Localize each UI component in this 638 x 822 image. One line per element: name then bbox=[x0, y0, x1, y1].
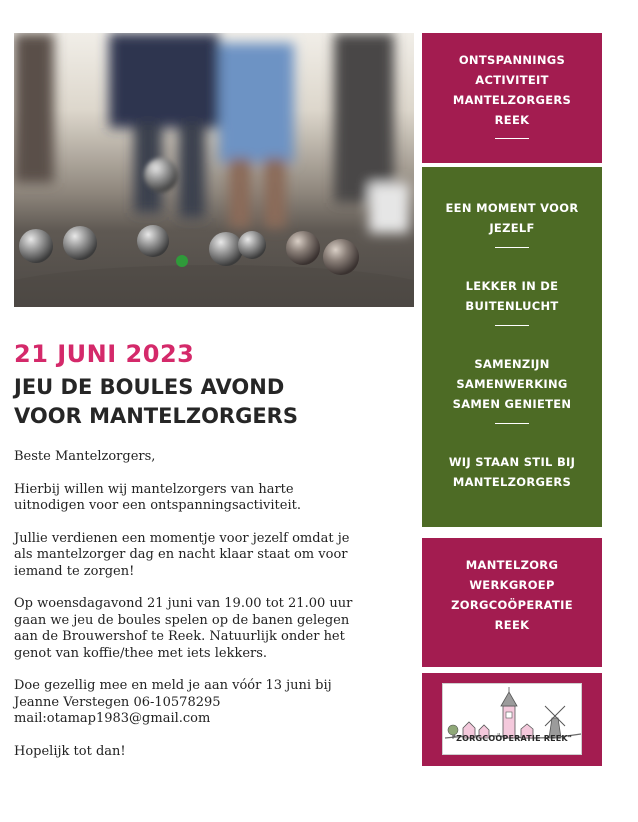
value-line: BUITENLUCHT bbox=[465, 299, 559, 313]
divider bbox=[495, 423, 529, 424]
closing: Hopelijk tot dan! bbox=[14, 743, 126, 759]
sidebar-values-block bbox=[422, 167, 602, 527]
contact-phone: Jeanne Verstegen 06-10578295 bbox=[14, 694, 221, 710]
event-date: 21 JUNI 2023 bbox=[14, 340, 195, 368]
value-line: MANTELZORGERS bbox=[452, 475, 572, 489]
value-line: SAMENWERKING bbox=[456, 377, 568, 391]
boules-photo-illustration bbox=[14, 33, 414, 307]
boules-photo bbox=[14, 33, 414, 307]
value-item bbox=[422, 276, 602, 316]
sidebar-organizer-block bbox=[422, 538, 602, 667]
paragraph-line: genot van koffie/thee met iets lekkers. bbox=[14, 645, 268, 661]
sidebar-line: MANTELZORGERS bbox=[452, 93, 572, 107]
sidebar-line: REEK bbox=[494, 113, 530, 127]
sidebar-line: ACTIVITEIT bbox=[475, 73, 549, 87]
greeting: Beste Mantelzorgers, bbox=[14, 449, 156, 464]
organizer-line: WERKGROEP bbox=[469, 578, 555, 592]
paragraph-line: als mantelzorger dag en nacht klaar staat om voor bbox=[14, 547, 348, 562]
invitation-letter bbox=[14, 449, 409, 776]
sidebar-line: ONTSPANNINGS bbox=[458, 53, 566, 67]
value-item bbox=[422, 354, 602, 414]
divider bbox=[495, 247, 529, 248]
headline-line: VOOR MANTELZORGERS bbox=[14, 404, 298, 428]
value-line: JEZELF bbox=[489, 221, 535, 235]
paragraph-line: Doe gezellig mee en meld je aan vóór 13 juni bij bbox=[14, 678, 332, 693]
paragraph-signup bbox=[14, 678, 409, 728]
paragraph-line: gaan we jeu de boules spelen op de banen gelegen bbox=[14, 612, 350, 628]
zorgcooperatie-logo bbox=[442, 683, 582, 755]
paragraph-line: Hierbij willen wij mantelzorgers van harte bbox=[14, 481, 294, 497]
value-line: WIJ STAAN STIL BIJ bbox=[448, 455, 576, 469]
sidebar-logo-block bbox=[422, 673, 602, 766]
paragraph-line: aan de Brouwershof te Reek. Natuurlijk onder het bbox=[14, 629, 345, 644]
paragraph-line: uitnodigen voor een ontspanningsactiviteit. bbox=[14, 498, 301, 513]
event-headline bbox=[14, 373, 298, 431]
paragraph-line: Op woensdagavond 21 juni van 19.00 tot 21.00 uur bbox=[14, 596, 353, 611]
organizer-line: REEK bbox=[494, 618, 530, 632]
sidebar-activity-block bbox=[422, 33, 602, 163]
logo-caption: "ZORGCOÖPERATIE REEK" bbox=[451, 734, 573, 743]
value-item bbox=[422, 452, 602, 492]
value-item bbox=[422, 198, 602, 238]
paragraph-details bbox=[14, 596, 409, 662]
contact-email[interactable]: mail:otamap1983@gmail.com bbox=[14, 711, 211, 726]
divider bbox=[495, 325, 529, 326]
paragraph-line: iemand te zorgen! bbox=[14, 563, 135, 579]
organizer-line: MANTELZORG bbox=[465, 558, 559, 572]
value-line: EEN MOMENT VOOR bbox=[445, 201, 579, 215]
paragraph-intro bbox=[14, 482, 409, 515]
paragraph-line: Jullie verdienen een momentje voor jezelf omdat je bbox=[14, 530, 350, 546]
headline-line: JEU DE BOULES AVOND bbox=[14, 375, 285, 399]
paragraph-reason bbox=[14, 531, 409, 581]
divider bbox=[495, 138, 529, 139]
value-line: LEKKER IN DE bbox=[465, 279, 559, 293]
organizer-line: ZORGCOÖPERATIE bbox=[451, 598, 573, 612]
value-line: SAMENZIJN bbox=[474, 357, 550, 371]
value-line: SAMEN GENIETEN bbox=[452, 397, 572, 411]
